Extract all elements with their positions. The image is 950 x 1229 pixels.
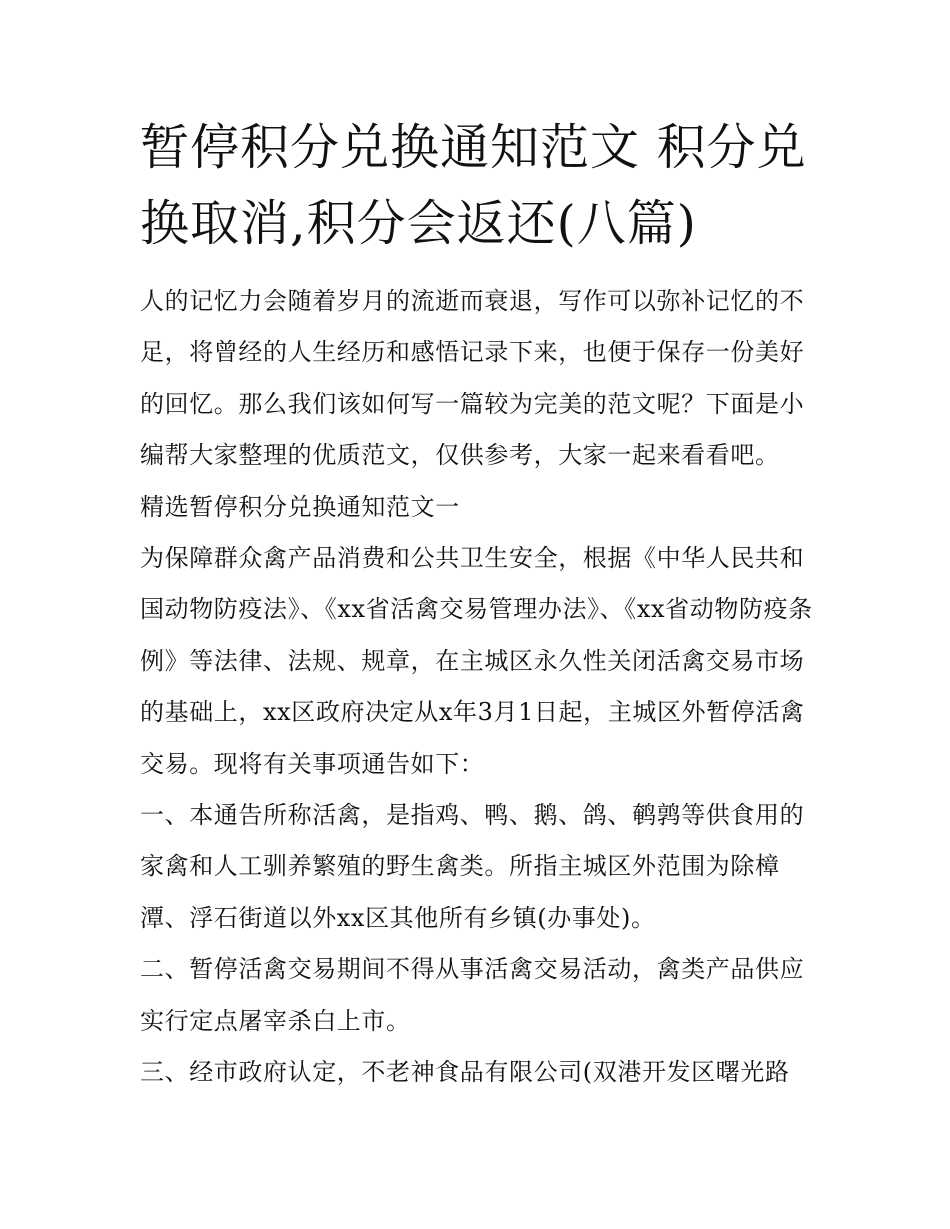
document-title: 暂停积分兑换通知范文 积分兑换取消,积分会返还(八篇) <box>140 119 807 252</box>
intro-paragraph: 人的记忆力会随着岁月的流逝而衰退，写作可以弥补记忆的不足，将曾经的人生经历和感悟记录下来，也便于保存一份美好的回忆。那么我们该如何写一篇较为完美的范文呢？下面是小编帮大家整理的优质范文，仅供参考，大家一起来看看吧。 <box>140 287 805 470</box>
section-heading: 精选暂停积分兑换通知范文一 <box>140 492 460 521</box>
item-one-paragraph: 一、本通告所称活禽，是指鸡、鸭、鹅、鸽、鹌鹑等供食用的家禽和人工驯养繁殖的野生禽类。所指主城区外范围为除樟潭、浮石街道以外xx区其他所有乡镇(办事处)。 <box>140 801 805 932</box>
document-page <box>140 110 820 1099</box>
item-three-paragraph: 三、经市政府认定，不老神食品有限公司(双港开发区曙光路 <box>140 1058 790 1087</box>
item-two-paragraph: 二、暂停活禽交易期间不得从事活禽交易活动，禽类产品供应实行定点屠宰杀白上市。 <box>140 955 805 1035</box>
notice-paragraph: 为保障群众禽产品消费和公共卫生安全，根据《中华人民共和国动物防疫法》、《xx省活禽交易管理办法》、《xx省动物防疫条例》等法律、法规、规章，在主城区永久性关闭活禽交易市场的基础上，xx区政府决定从x年3月1日起，主城区外暂停活禽交易。现将有关事项通告如下： <box>140 544 813 778</box>
